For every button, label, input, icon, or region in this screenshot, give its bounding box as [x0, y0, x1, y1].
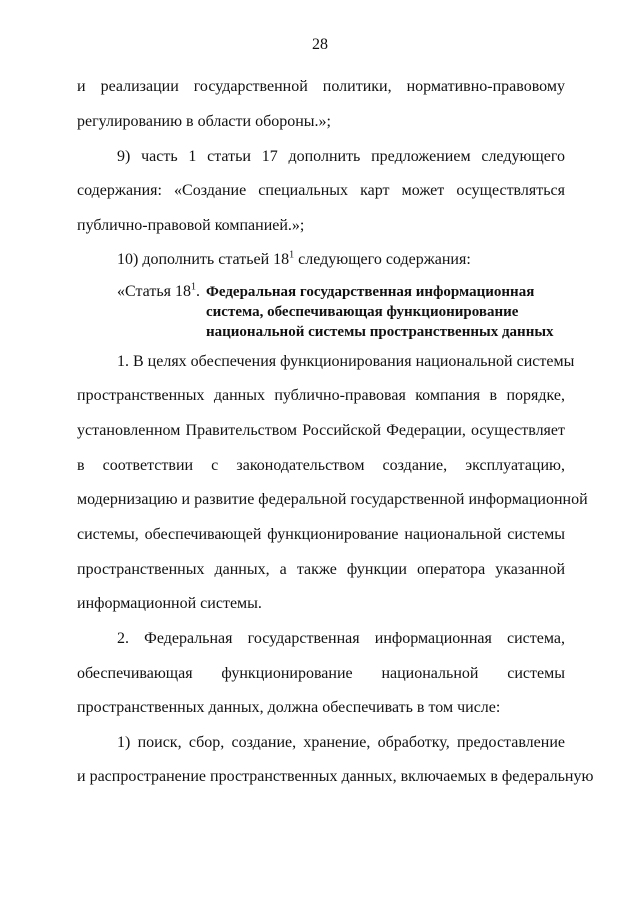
- superscript: 1: [190, 281, 196, 293]
- article-title-line: система, обеспечивающая функционирование: [206, 304, 519, 320]
- text-line: пространственных данных, должна обеспечивать в том числе:: [77, 699, 501, 716]
- article-title-line: национальной системы пространственных данных: [206, 324, 554, 340]
- item-10-text-end: следующего содержания:: [294, 251, 471, 268]
- text-line: 1. В целях обеспечения функционирования национальной системы: [117, 353, 575, 370]
- text-line: установленном Правительством Российской Федерации, осуществляет: [77, 422, 565, 439]
- superscript: 1: [289, 249, 295, 261]
- text-line: публично-правовой компанией.»;: [77, 217, 305, 234]
- text-line: системы, обеспечивающей функционирование национальной системы: [77, 526, 565, 543]
- text-line: пространственных данных публично-правовая компания в порядке,: [77, 387, 565, 404]
- item-10-text: 10) дополнить статьей 18: [117, 251, 290, 268]
- article-label-prefix: «Статья 18: [117, 283, 191, 300]
- article-label: [117, 282, 200, 302]
- text-line: информационной системы.: [77, 595, 262, 612]
- text-line: пространственных данных, а также функции оператора указанной: [77, 561, 565, 578]
- article-title-line: Федеральная государственная информационная: [206, 284, 535, 300]
- text-line: содержания: «Создание специальных карт может осуществляться: [77, 182, 565, 199]
- text-line: 2. Федеральная государственная информационная система,: [117, 630, 565, 647]
- text-line: модернизацию и развитие федеральной государственной информационной: [77, 491, 588, 508]
- text-line: 9) часть 1 статьи 17 дополнить предложением следующего: [117, 148, 565, 165]
- text-line: в соответствии с законодательством создание, эксплуатацию,: [77, 457, 565, 474]
- article-title: [206, 282, 566, 342]
- text-line: и распространение пространственных данных, включаемых в федеральную: [77, 768, 594, 785]
- text-line-item-10: [117, 250, 565, 270]
- text-line: 1) поиск, сбор, создание, хранение, обработку, предоставление: [117, 734, 565, 751]
- text-line: обеспечивающая функционирование национальной системы: [77, 665, 565, 682]
- text-line: и реализации государственной политики, нормативно-правовому: [77, 78, 565, 95]
- page-number: 28: [312, 36, 328, 53]
- text-line: регулированию в области обороны.»;: [77, 113, 331, 130]
- article-label-suffix: .: [195, 283, 200, 300]
